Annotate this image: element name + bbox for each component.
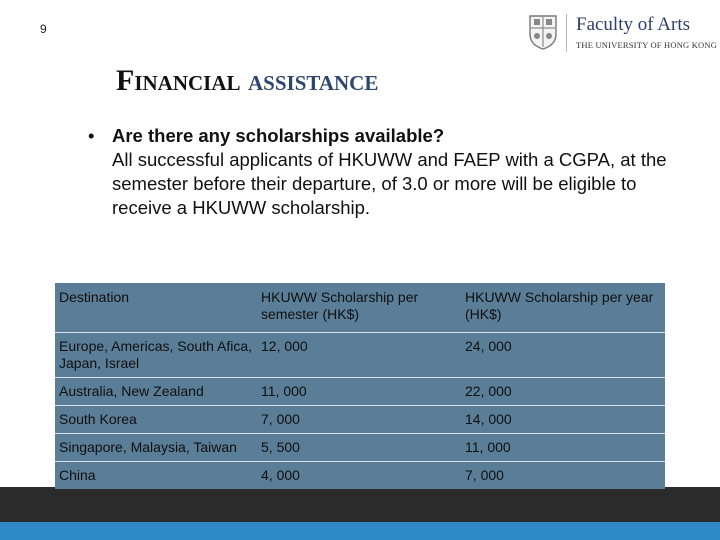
faculty-name: Faculty of Arts	[576, 14, 690, 35]
table-row	[55, 406, 665, 434]
university-name: THE UNIVERSITY OF HONG KONG	[576, 40, 718, 50]
scholarship-table	[55, 283, 665, 489]
bullet-dot: •	[88, 125, 95, 146]
table-row	[55, 333, 665, 378]
cell-per-semester: 5, 500	[257, 434, 461, 462]
header-per-year: HKUWW Scholarship per year (HK$)	[461, 283, 665, 333]
cell-per-semester: 4, 000	[261, 467, 300, 483]
header-per-semester: HKUWW Scholarship per semester (HK$)	[257, 283, 461, 333]
table-header-row	[55, 283, 665, 333]
cell-per-semester: 7, 000	[257, 406, 461, 434]
cell-destination: Singapore, Malaysia, Taiwan	[55, 434, 257, 462]
cell-destination: Europe, Americas, South Afica, Japan, Israel	[55, 333, 257, 378]
cell-per-year: 22, 000	[461, 378, 665, 406]
header-destination: Destination	[55, 283, 257, 333]
cell-destination: China	[59, 467, 96, 483]
footer-accent-bar	[0, 522, 720, 540]
cell-per-semester: 12, 000	[257, 333, 461, 378]
faculty-logo	[522, 10, 718, 58]
cell-per-semester: 11, 000	[257, 378, 461, 406]
hku-crest-icon	[528, 14, 558, 50]
cell-per-year: 14, 000	[461, 406, 665, 434]
title-part-1: Financial	[116, 64, 241, 97]
bullet-question: Are there any scholarships available?	[112, 125, 445, 146]
cell-per-year: 11, 000	[461, 434, 665, 462]
cell-destination: Australia, New Zealand	[55, 378, 257, 406]
cell-destination: South Korea	[55, 406, 257, 434]
cell-per-year: 24, 000	[461, 333, 665, 378]
table-row	[55, 378, 665, 406]
bullet-answer: All successful applicants of HKUWW and FAEP with a CGPA, at the semester before their departure, of 3.0 or more will be eligible to receive a HKUWW scholarship.	[112, 149, 667, 218]
title-part-2: assistance	[248, 64, 379, 97]
table-row	[55, 462, 665, 490]
slide-number: 9	[40, 22, 47, 36]
logo-divider	[566, 14, 567, 52]
table-row	[55, 434, 665, 462]
page-title	[116, 64, 378, 98]
cell-per-year: 7, 000	[465, 467, 504, 483]
